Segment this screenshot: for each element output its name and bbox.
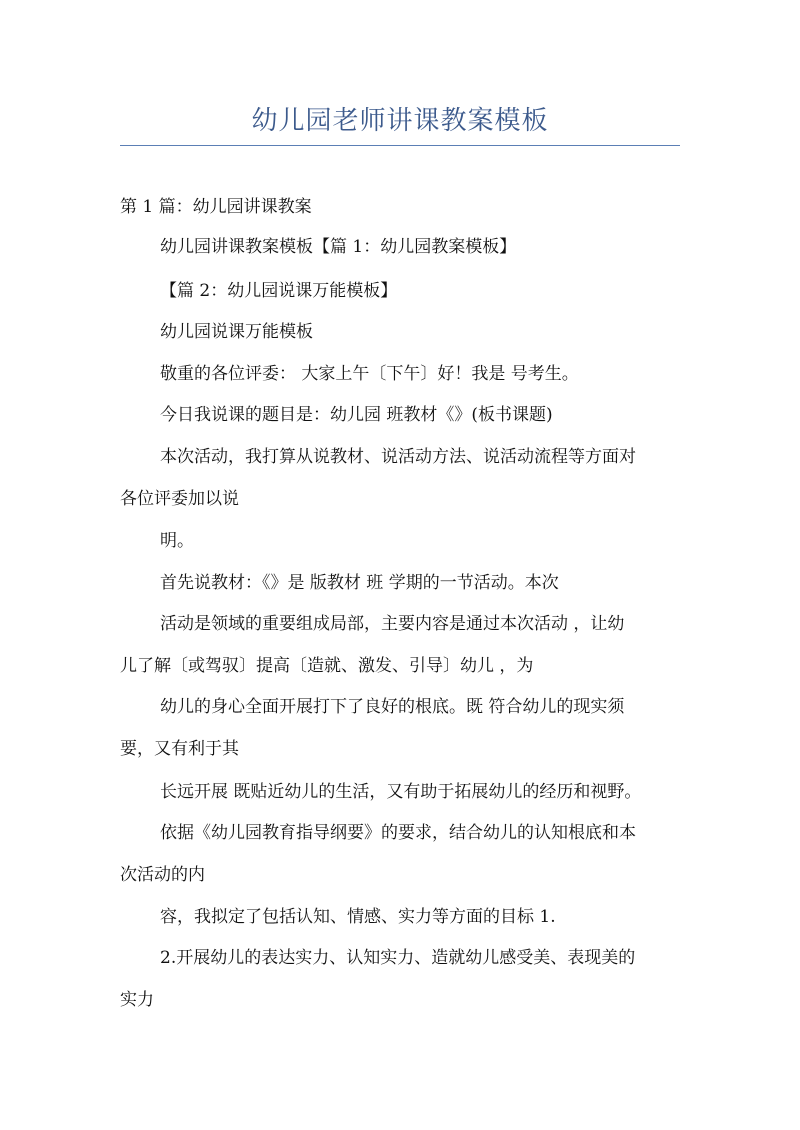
- text-line: 活动是领域的重要组成局部，主要内容是通过本次活动 ，让幼: [160, 614, 625, 634]
- text-line: 幼儿园讲课教案模板【篇 1：幼儿园教案模板】: [160, 237, 517, 257]
- text-line: 要，又有利于其: [120, 739, 239, 759]
- text-line: 敬重的各位评委： 大家上午〔下午〕好！我是 号考生。: [160, 364, 579, 384]
- document-title: 幼儿园老师讲课教案模板: [251, 106, 549, 136]
- text-line: 今日我说课的题目是：幼儿园 班教材《》(板书课题): [160, 405, 553, 425]
- text-line: 幼儿的身心全面开展打下了良好的根底。既 符合幼儿的现实须: [160, 697, 625, 717]
- text-line: 实力: [120, 990, 154, 1010]
- title-divider: [120, 145, 680, 146]
- text-line: 次活动的内: [120, 865, 205, 885]
- text-line: 首先说教材：《》是 版教材 班 学期的一节活动。本次: [160, 573, 559, 593]
- text-line: 2.开展幼儿的表达实力、认知实力、造就幼儿感受美、表现美的: [160, 948, 636, 968]
- text-line: 容，我拟定了包括认知、情感、实力等方面的目标 1.: [160, 907, 556, 927]
- text-line: 各位评委加以说: [120, 489, 239, 509]
- text-line: 第 1 篇：幼儿园讲课教案: [120, 197, 312, 217]
- text-line: 幼儿园说课万能模板: [160, 322, 313, 342]
- text-line: 依据《幼儿园教育指导纲要》的要求，结合幼儿的认知根底和本: [160, 823, 636, 843]
- text-line: 明。: [160, 531, 194, 551]
- text-line: 儿了解〔或驾驭〕提高〔造就、激发、引导〕幼儿 ，为: [120, 656, 534, 676]
- text-line: 【篇 2：幼儿园说课万能模板】: [160, 281, 398, 301]
- text-line: 长远开展 既贴近幼儿的生活，又有助于拓展幼儿的经历和视野。: [160, 782, 642, 802]
- text-line: 本次活动，我打算从说教材、说活动方法、说活动流程等方面对: [160, 447, 636, 467]
